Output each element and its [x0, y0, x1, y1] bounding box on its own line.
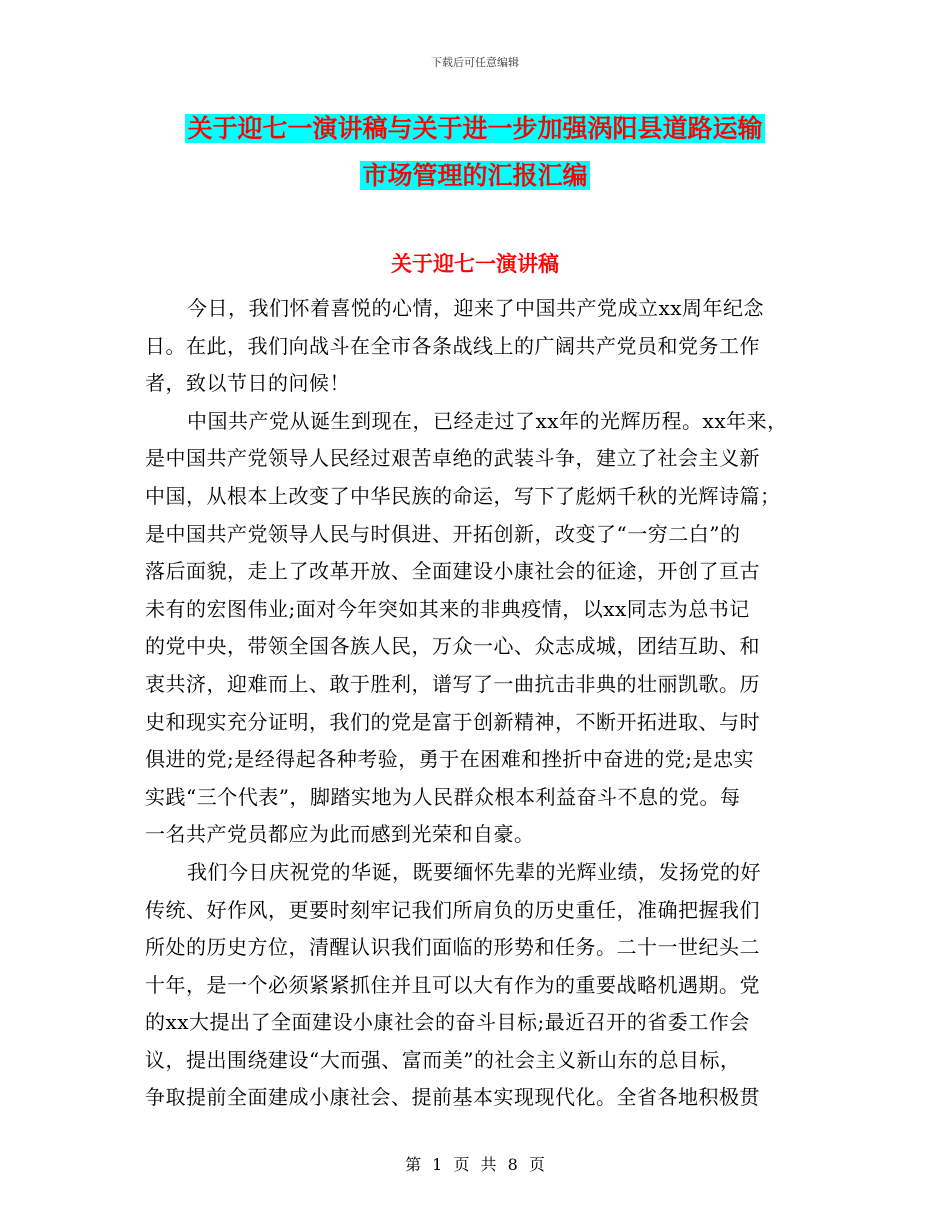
text-line: 史和现实充分证明，我们的党是富于创新精神，不断开拓进取、与时	[145, 709, 760, 734]
text-line: 未有的宏图伟业;面对今年突如其来的非典疫情，以xx同志为总书记	[145, 596, 750, 621]
document-title-line-2	[0, 157, 950, 195]
document-title-line-1	[0, 110, 950, 148]
text-line: 今日，我们怀着喜悦的心情，迎来了中国共产党成立xx周年纪念	[187, 296, 765, 320]
text-line: 落后面貌，走上了改革开放、全面建设小康社会的征途，开创了亘古	[145, 559, 760, 584]
text-line: 议，提出围绕建设“大而强、富而美”的社会主义新山东的总目标，	[145, 1047, 741, 1072]
text-line: 的党中央，带领全国各族人民，万众一心、众志成城，团结互助、和	[145, 634, 760, 659]
text-line: 我们今日庆祝党的华诞，既要缅怀先辈的光辉业绩，发扬党的好	[187, 859, 761, 884]
text-line: 实践“三个代表”，脚踏实地为人民群众根本利益奋斗不息的党。每	[145, 784, 741, 809]
text-line: 俱进的党;是经得起各种考验，勇于在困难和挫折中奋进的党;是忠实	[145, 747, 754, 772]
text-line: 衷共济，迎难而上、敢于胜利，谱写了一曲抗击非典的壮丽凯歌。历	[145, 671, 760, 696]
text-line: 是中国共产党领导人民与时俱进、开拓创新，改变了“一穷二白”的	[145, 521, 741, 546]
body-text	[145, 290, 805, 1117]
text-line: 者，致以节日的问候！	[145, 371, 350, 396]
section-heading: 关于迎七一演讲稿	[391, 251, 559, 276]
text-line: 日。在此，我们向战斗在全市各条战线上的广阔共产党员和党务工作	[145, 333, 760, 358]
text-line: 中国，从根本上改变了中华民族的命运，写下了彪炳千秋的光辉诗篇；	[145, 483, 781, 508]
text-line: 中国共产党从诞生到现在，已经走过了xx年的光辉历程。xx年来，	[187, 408, 788, 433]
text-line: 传统、好作风，更要时刻牢记我们所肩负的历史重任，准确把握我们	[145, 897, 760, 922]
page-footer: 第 1 页 共 8 页	[405, 1155, 545, 1174]
title-text-1: 关于迎七一演讲稿与关于进一步加强涡阳县道路运输	[187, 114, 763, 143]
text-line: 是中国共产党领导人民经过艰苦卓绝的武装斗争，建立了社会主义新	[145, 446, 760, 471]
title-text-2: 市场管理的汇报汇编	[362, 161, 588, 190]
text-line: 争取提前全面建成小康社会、提前基本实现现代化。全省各地积极贯	[145, 1085, 760, 1110]
text-line: 一名共产党员都应为此而感到光荣和自豪。	[145, 822, 535, 847]
text-line: 十年，是一个必须紧紧抓住并且可以大有作为的重要战略机遇期。党	[145, 972, 760, 997]
text-line: 所处的历史方位，清醒认识我们面临的形势和任务。二十一世纪头二	[145, 935, 760, 960]
page-header: 下载后可任意编辑	[431, 56, 519, 69]
text-line: 的xx大提出了全面建设小康社会的奋斗目标;最近召开的省委工作会	[145, 1010, 750, 1035]
